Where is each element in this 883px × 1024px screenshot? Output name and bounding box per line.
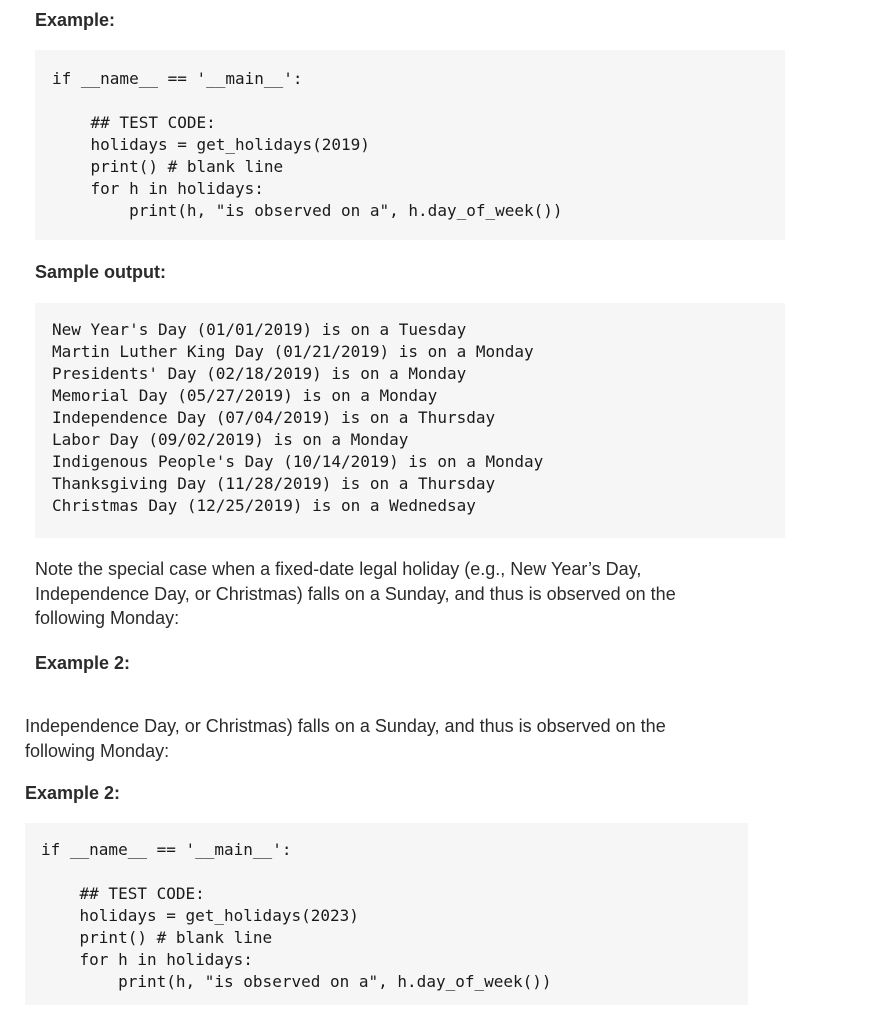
code-line: if __name__ == '__main__': <box>41 840 292 859</box>
note-paragraph <box>35 557 855 631</box>
code-line: for h in holidays: <box>52 179 264 198</box>
code-line: ## TEST CODE: <box>52 113 216 132</box>
code-line: ## TEST CODE: <box>41 884 205 903</box>
note-line: following Monday: <box>25 740 170 761</box>
example-2-heading-repeat: Example 2: <box>25 783 121 803</box>
code-line: holidays = get_holidays(2019) <box>52 135 370 154</box>
output-block <box>35 303 785 538</box>
code-line: holidays = get_holidays(2023) <box>41 906 359 925</box>
code-text <box>52 68 563 222</box>
code-line: if __name__ == '__main__': <box>52 69 303 88</box>
output-line: Labor Day (09/02/2019) is on a Monday <box>52 430 409 449</box>
code-line <box>41 861 552 883</box>
note-line: following Monday: <box>35 608 180 628</box>
code-line: print(h, "is observed on a", h.day_of_week()) <box>41 972 552 991</box>
code-block <box>35 50 785 240</box>
example-2-heading: Example 2: <box>35 653 131 673</box>
code-text-2 <box>41 839 552 993</box>
output-line: Memorial Day (05/27/2019) is on a Monday <box>52 386 438 405</box>
output-line: Christmas Day (12/25/2019) is on a Wednedsay <box>52 496 476 515</box>
code-line <box>52 90 563 112</box>
code-line: print(h, "is observed on a", h.day_of_week()) <box>52 201 563 220</box>
sample-output-heading: Sample output: <box>35 262 166 282</box>
code-line: print() # blank line <box>52 157 284 176</box>
note-line: Independence Day, or Christmas) falls on a Sunday, and thus is observed on the <box>35 583 676 604</box>
code-line: for h in holidays: <box>41 950 253 969</box>
output-line: Indigenous People's Day (10/14/2019) is on a Monday <box>52 452 544 471</box>
output-text <box>52 319 543 517</box>
note-paragraph-repeat <box>25 714 845 763</box>
output-line: Presidents' Day (02/18/2019) is on a Monday <box>52 364 467 383</box>
code-line: print() # blank line <box>41 928 273 947</box>
output-line: Martin Luther King Day (01/21/2019) is on a Monday <box>52 342 534 361</box>
output-line: New Year's Day (01/01/2019) is on a Tuesday <box>52 320 467 339</box>
output-line: Independence Day (07/04/2019) is on a Thursday <box>52 408 496 427</box>
example-heading: Example: <box>35 10 116 30</box>
note-line: Note the special case when a fixed-date legal holiday (e.g., New Year’s Day, <box>35 559 642 579</box>
code-block-2 <box>25 823 748 1005</box>
note-line: Independence Day, or Christmas) falls on a Sunday, and thus is observed on the <box>25 716 666 736</box>
output-line: Thanksgiving Day (11/28/2019) is on a Thursday <box>52 474 496 493</box>
